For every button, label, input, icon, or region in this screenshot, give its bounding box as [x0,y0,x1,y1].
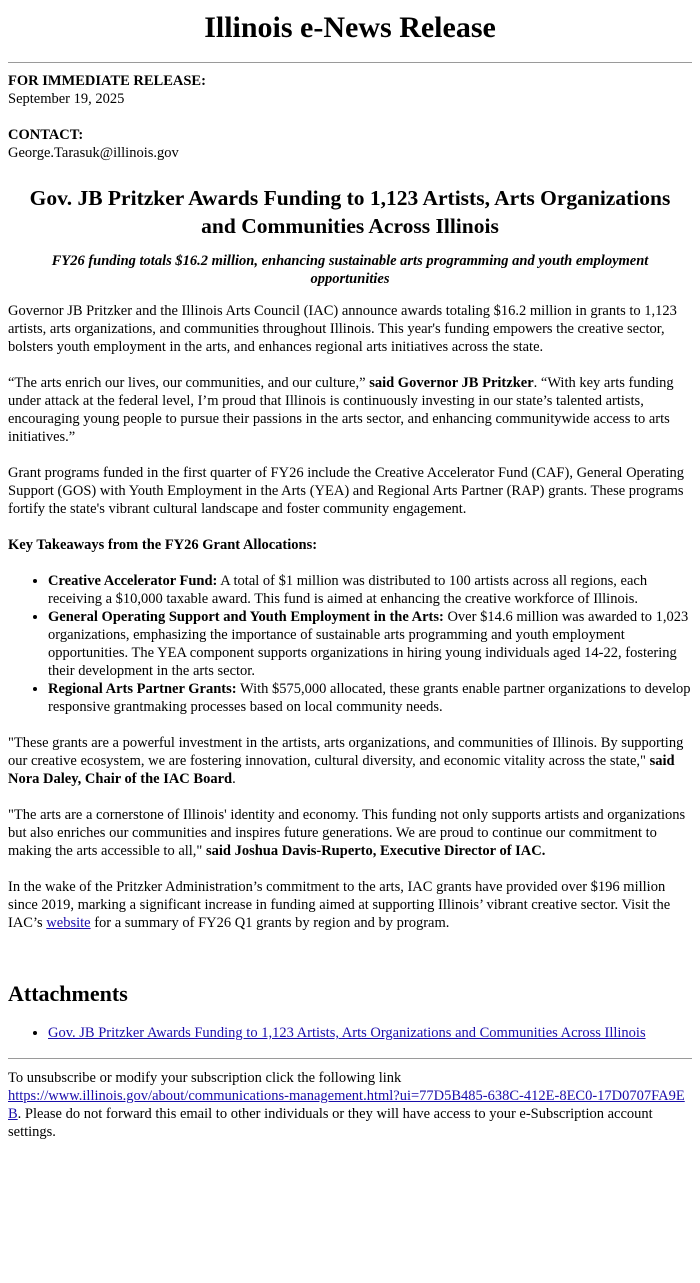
iac-website-link[interactable]: website [46,915,91,931]
chair-quote [8,734,692,788]
forward-warning: . Please do not forward this email to other individuals or they will have access to your e-Subscription account settings. [8,1106,653,1140]
top-divider [8,62,692,63]
site-title: Illinois e-News Release [204,11,496,44]
chair-attribution: said Nora Daley, Chair of the IAC Board [8,753,675,787]
subheadline: FY26 funding totals $16.2 million, enhancing sustainable arts programming and youth employment opportunities [51,253,649,287]
takeaways-heading [8,536,692,554]
closing-text-end: for a summary of FY26 Q1 grants by region and by program. [94,915,450,931]
list-item [48,572,692,608]
closing-text: In the wake of the Pritzker Administration’s commitment to the arts, IAC grants have provided over $196 million since 2019, marking a significant increase in funding aimed at supporting Illinois’ vibrant creative sector. Visit the IAC’s [8,879,671,931]
governor-quote-start: “The arts enrich our lives, our communities, and our culture,” [8,375,366,391]
governor-quote [8,374,692,446]
takeaway-title: Regional Arts Partner Grants: [48,681,237,697]
takeaway-text: With $575,000 allocated, these grants enable partner organizations to develop responsive grantmaking processes based on local community needs. [48,681,691,715]
director-quote [8,806,692,860]
chair-quote-text: "These grants are a powerful investment in the artists, arts organizations, and communities of Illinois. By supporting our creative ecosystem, we are fostering innovation, cultural diversity, and economic vitality across the state," [8,735,684,769]
director-attribution: said Joshua Davis-Ruperto, Executive Director of IAC. [205,843,546,859]
headline: Gov. JB Pritzker Awards Funding to 1,123 Artists, Arts Organizations and Communities Across Illinois [29,186,671,238]
governor-quote-rest: . “With key arts funding under attack at the federal level, I’m proud that Illinois is continuously investing in our state’s talented artists, encouraging young people to pursue their passions in the arts sector, and enhancing communitywide access to arts initiatives.” [8,375,674,445]
closing-paragraph [8,878,692,932]
chair-quote-end: . [232,771,236,787]
email-body [0,10,700,1141]
takeaway-title: Creative Accelerator Fund: [48,573,218,589]
contact-label: CONTACT: [8,127,84,143]
bottom-divider [8,1058,692,1059]
takeaways-heading-text: Key Takeaways from the FY26 Grant Allocations: [8,537,318,553]
attachments-list [8,1024,692,1042]
unsubscribe-link[interactable]: https://www.illinois.gov/about/communications-management.html?ui=77D5B485-638C-412E-8EC0-17D0707FA9EB [8,1088,685,1122]
release-date: September 19, 2025 [8,91,125,107]
takeaway-text: A total of $1 million was distributed to 100 artists across all regions, each receiving a $10,000 taxable award. This fund is aimed at enhancing the creative workforce of Illinois. [48,573,648,607]
takeaway-text: Over $14.6 million was awarded to 1,023 organizations, emphasizing the importance of sustainable arts programming and youth employment opportunities. The YEA component supports organizations in hiring young individuals aged 14-22, fostering their development in the arts sector. [48,609,689,679]
release-meta [8,72,692,162]
takeaway-title: General Operating Support and Youth Employment in the Arts: [48,609,444,625]
unsubscribe-text: To unsubscribe or modify your subscription click the following link [8,1070,402,1086]
list-item [48,680,692,716]
footer [8,1069,692,1141]
list-item [48,608,692,680]
intro-paragraph: Governor JB Pritzker and the Illinois Arts Council (IAC) announce awards totaling $16.2 million in grants to 1,123 artists, arts organizations, and communities throughout Illinois. This year's funding empowers the creative sector, bolsters youth employment in the arts, and enhances regional arts initiatives across the state. [8,303,677,355]
release-label: FOR IMMEDIATE RELEASE: [8,73,206,89]
takeaways-list [8,572,692,716]
director-quote-text: "The arts are a cornerstone of Illinois' identity and economy. This funding not only supports artists and organizations but also enriches our communities and inspires future generations. We are proud to continue our commitment to making the arts accessible to all," [8,807,686,859]
attachment-link[interactable]: Gov. JB Pritzker Awards Funding to 1,123 Artists, Arts Organizations and Communities Across Illinois [48,1025,646,1041]
contact-email: George.Tarasuk@illinois.gov [8,145,179,161]
release-block [8,72,692,108]
attachments-title: Attachments [8,981,128,1006]
contact-block [8,126,692,162]
programs-paragraph: Grant programs funded in the first quarter of FY26 include the Creative Accelerator Fund (CAF), General Operating Support (GOS) with Youth Employment in the Arts (YEA) and Regional Arts Partner (RAP) grants. These programs fortify the state's vibrant cultural landscape and foster community engagement. [8,465,685,517]
list-item [48,1024,692,1042]
governor-attribution: said Governor JB Pritzker [369,375,534,391]
